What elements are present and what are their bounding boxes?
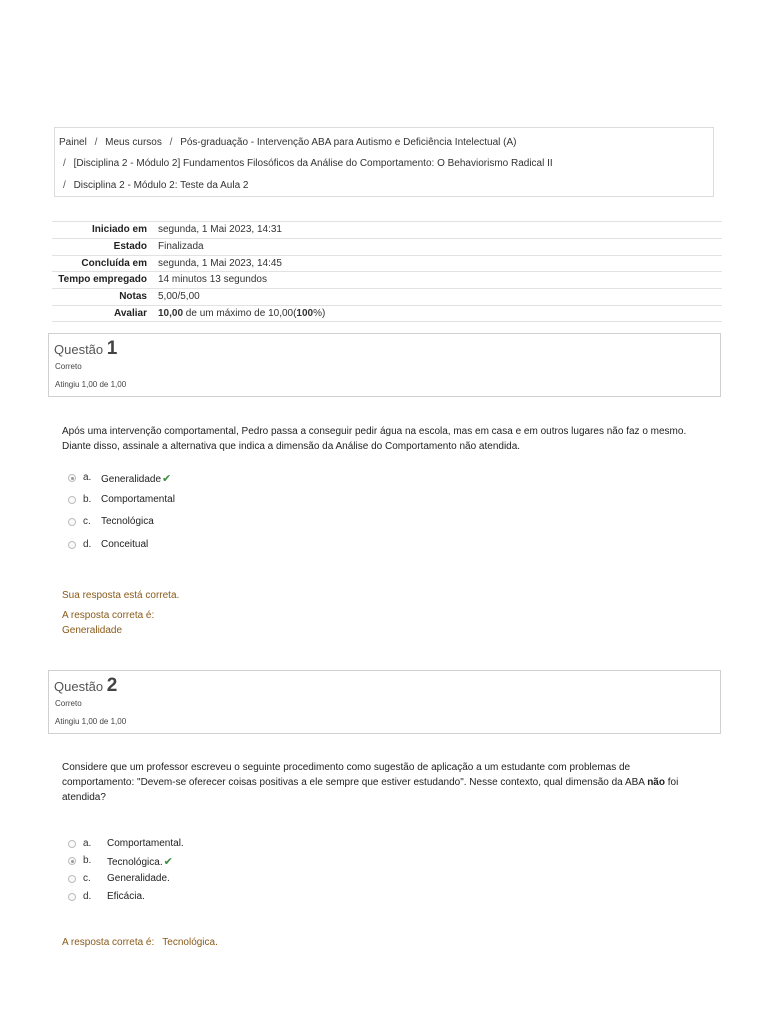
option-text: Tecnológica. bbox=[107, 857, 163, 868]
breadcrumb-link-course[interactable]: Pós-graduação - Intervenção ABA para Autismo e Deficiência Intelectual (A) bbox=[180, 137, 517, 148]
option-letter: a. bbox=[83, 472, 92, 483]
option-letter: a. bbox=[83, 838, 92, 849]
question-title bbox=[54, 338, 117, 360]
option-letter: d. bbox=[83, 891, 92, 902]
option-letter: b. bbox=[83, 494, 92, 505]
option-label: Comportamental bbox=[101, 494, 175, 505]
correct-answer-label: A resposta correta é: bbox=[62, 610, 155, 621]
summary-label: Iniciado em bbox=[91, 224, 147, 235]
summary-label: Concluída em bbox=[81, 257, 147, 269]
question-text-line: Após uma intervenção comportamental, Pedro passa a conseguir pedir água na escola, mas em casa e em outros lugares não faz o mesmo. bbox=[62, 426, 687, 437]
question-text-line: Diante disso, assinale a alternativa que indica a dimensão da Análise do Comportamento não atendida. bbox=[62, 441, 521, 452]
summary-value: 5,00/5,00 bbox=[158, 291, 200, 303]
radio[interactable] bbox=[68, 496, 76, 504]
breadcrumb-separator: / bbox=[94, 137, 98, 148]
grade-value: 10,00 bbox=[158, 307, 184, 319]
check-icon: ✔ bbox=[163, 856, 173, 868]
summary-row-marks bbox=[52, 288, 722, 305]
summary-label: Notas bbox=[119, 291, 147, 303]
radio[interactable] bbox=[68, 893, 76, 901]
option-label: Generalidade. bbox=[107, 873, 170, 884]
correct-answer bbox=[62, 937, 218, 948]
option-label: Eficácia. bbox=[107, 891, 145, 902]
option-label bbox=[101, 472, 171, 485]
question-text-line: Considere que um professor escreveu o seguinte procedimento como sugestão de aplicação a um estudante com problemas de bbox=[62, 762, 631, 773]
option-label: Tecnológica bbox=[101, 516, 154, 527]
option-letter: c. bbox=[83, 873, 91, 884]
summary-label: Tempo empregado bbox=[58, 274, 147, 286]
grade-percent: 100 bbox=[296, 307, 314, 319]
breadcrumb bbox=[54, 127, 714, 197]
attempt-summary-table bbox=[52, 221, 722, 322]
question-label: Questão bbox=[54, 342, 104, 357]
correct-answer-value: Generalidade bbox=[62, 625, 123, 636]
option-label: Comportamental. bbox=[107, 838, 184, 849]
question-2-info bbox=[48, 670, 721, 734]
breadcrumb-link-discipline[interactable]: [Disciplina 2 - Módulo 2] Fundamentos Filosóficos da Análise do Comportamento: O Behaviorismo Radical II bbox=[73, 158, 553, 169]
question-text-line: atendida? bbox=[62, 792, 106, 803]
summary-value: 14 minutos 13 segundos bbox=[158, 274, 267, 286]
radio-selected[interactable] bbox=[68, 857, 76, 865]
question-2-text bbox=[62, 760, 702, 805]
option-letter: d. bbox=[83, 539, 92, 550]
question-title bbox=[54, 675, 117, 697]
breadcrumb-line-3 bbox=[59, 180, 248, 191]
option-label bbox=[107, 855, 173, 868]
question-label: Questão bbox=[54, 679, 104, 694]
breadcrumb-link-quiz[interactable]: Disciplina 2 - Módulo 2: Teste da Aula 2 bbox=[73, 180, 249, 191]
breadcrumb-line-1 bbox=[59, 137, 516, 148]
question-grade: Atingiu 1,00 de 1,00 bbox=[55, 380, 127, 389]
option-text: Generalidade bbox=[101, 474, 162, 485]
breadcrumb-link-meus-cursos[interactable]: Meus cursos bbox=[105, 137, 162, 148]
breadcrumb-link-painel[interactable]: Painel bbox=[59, 137, 87, 148]
correct-answer-value: Tecnológica. bbox=[162, 937, 218, 948]
summary-row-grade bbox=[52, 305, 722, 322]
question-text-line bbox=[62, 775, 702, 790]
breadcrumb-separator: / bbox=[63, 180, 66, 191]
grade-percent-suffix: %) bbox=[313, 307, 326, 319]
option-label: Conceitual bbox=[101, 539, 149, 550]
question-1-info bbox=[48, 333, 721, 397]
option-letter: c. bbox=[83, 516, 91, 527]
question-text-emphasis: não bbox=[647, 777, 665, 788]
feedback-correct: Sua resposta está correta. bbox=[62, 590, 180, 601]
summary-value: Finalizada bbox=[158, 240, 204, 252]
summary-label: Avaliar bbox=[114, 307, 147, 319]
breadcrumb-line-2 bbox=[59, 158, 553, 169]
question-state: Correto bbox=[55, 362, 82, 371]
question-state: Correto bbox=[55, 699, 82, 708]
summary-label: Estado bbox=[113, 240, 147, 252]
breadcrumb-separator: / bbox=[169, 137, 173, 148]
question-number: 2 bbox=[106, 675, 118, 696]
summary-row-completed bbox=[52, 255, 722, 272]
radio-selected[interactable] bbox=[68, 474, 76, 482]
radio[interactable] bbox=[68, 840, 76, 848]
radio[interactable] bbox=[68, 875, 76, 883]
correct-answer-label: A resposta correta é: bbox=[62, 937, 155, 948]
summary-row-time bbox=[52, 271, 722, 288]
question-number: 1 bbox=[106, 338, 118, 359]
grade-max-text: de um máximo de 10,00( bbox=[183, 307, 297, 319]
option-letter: b. bbox=[83, 855, 92, 866]
radio[interactable] bbox=[68, 541, 76, 549]
question-text-part: foi bbox=[664, 777, 679, 788]
breadcrumb-separator: / bbox=[63, 158, 66, 169]
question-grade: Atingiu 1,00 de 1,00 bbox=[55, 717, 127, 726]
question-text-part: comportamento: "Devem-se oferecer coisas positivas a ele sempre que estiver estudando". Nesse contexto, qual dimensão da ABA bbox=[62, 777, 648, 788]
check-icon: ✔ bbox=[162, 473, 172, 485]
radio[interactable] bbox=[68, 518, 76, 526]
question-1-text bbox=[62, 424, 702, 454]
summary-row-started bbox=[52, 221, 722, 238]
summary-value bbox=[158, 308, 325, 319]
summary-row-state bbox=[52, 238, 722, 255]
summary-value: segunda, 1 Mai 2023, 14:45 bbox=[158, 257, 282, 269]
summary-value: segunda, 1 Mai 2023, 14:31 bbox=[158, 224, 282, 235]
